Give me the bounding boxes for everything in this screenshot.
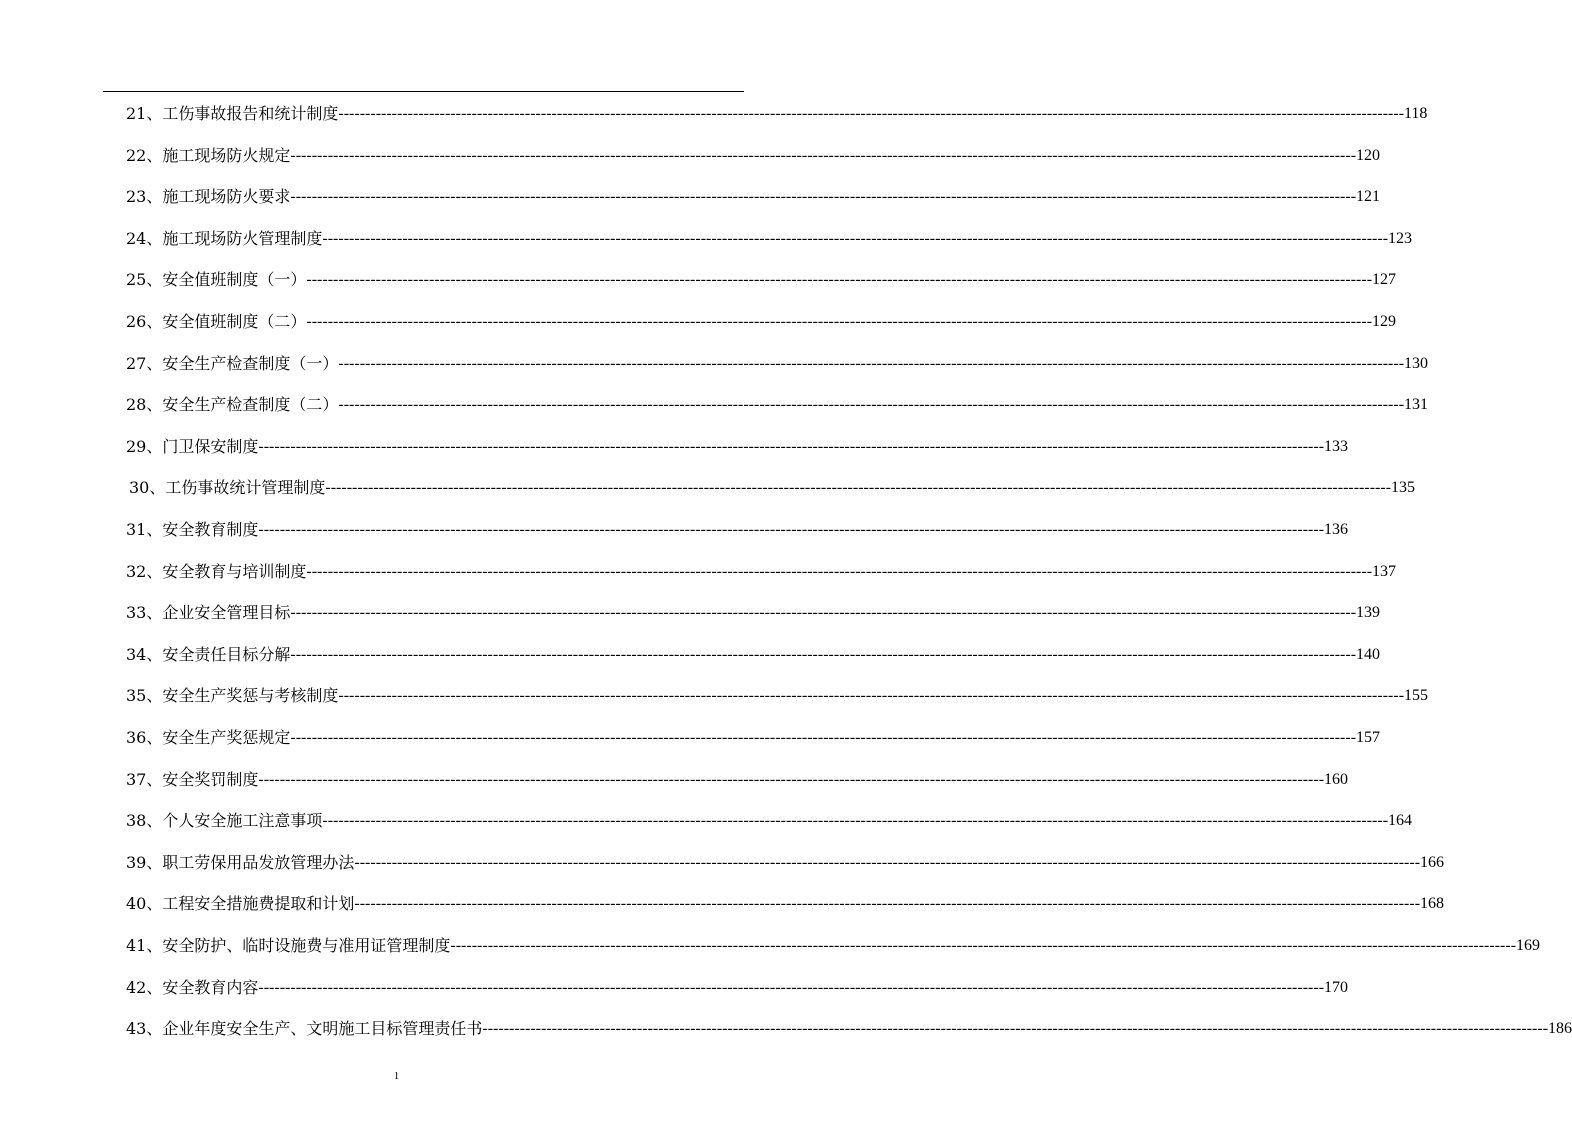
toc-entry-number: 41、 [126, 936, 163, 955]
toc-entry-page: 140 [1356, 645, 1381, 663]
toc-entry-title: 安全防护、临时设施费与准用证管理制度 [162, 936, 451, 955]
toc-entry[interactable] [126, 973, 1349, 1003]
toc-entry-title: 门卫保安制度 [162, 436, 259, 456]
toc-entry-number: 29、 [126, 436, 163, 456]
toc-dot-leader: -------------------------------------------------------------------------------------------------------------------------------------------------------------------------------------------------------- [258, 437, 1325, 455]
toc-entry[interactable] [126, 806, 1413, 836]
toc-dot-leader: -------------------------------------------------------------------------------------------------------------------------------------------------------------------------------------------------------- [322, 812, 1389, 830]
toc-entry[interactable] [126, 390, 1429, 420]
toc-entry-number: 22、 [126, 145, 163, 165]
toc-entry-title: 安全奖罚制度 [162, 769, 259, 789]
toc-entry[interactable] [126, 182, 1381, 212]
toc-entry-number: 36、 [126, 728, 163, 747]
toc-dot-leader: -------------------------------------------------------------------------------------------------------------------------------------------------------------------------------------------------------- [258, 521, 1325, 538]
toc-entry-page: 137 [1372, 562, 1397, 580]
toc-dot-leader: -------------------------------------------------------------------------------------------------------------------------------------------------------------------------------------------------------- [258, 978, 1325, 996]
toc-dot-leader: -------------------------------------------------------------------------------------------------------------------------------------------------------------------------------------------------------- [290, 146, 1357, 164]
toc-entry-page: 136 [1324, 521, 1349, 538]
toc-entry-number: 37、 [126, 769, 163, 789]
toc-dot-leader: -------------------------------------------------------------------------------------------------------------------------------------------------------------------------------------------------------- [306, 271, 1373, 289]
toc-entry[interactable] [126, 349, 1429, 379]
toc-entry[interactable] [126, 765, 1349, 795]
toc-entry-number: 30、 [129, 478, 166, 498]
toc-dot-leader: -------------------------------------------------------------------------------------------------------------------------------------------------------------------------------------------------------- [290, 604, 1357, 622]
toc-entry-title: 企业安全管理目标 [162, 603, 291, 623]
toc-entry-page: 123 [1388, 229, 1413, 247]
toc-entry[interactable] [126, 265, 1397, 295]
toc-dot-leader: -------------------------------------------------------------------------------------------------------------------------------------------------------------------------------------------------------- [450, 937, 1517, 954]
toc-entry-page: 166 [1420, 853, 1445, 871]
toc-entry[interactable] [126, 598, 1381, 628]
toc-entry[interactable] [126, 931, 1541, 961]
toc-entry-title: 工伤事故报告和统计制度 [162, 104, 339, 123]
toc-entry-title: 施工现场防火要求 [162, 187, 291, 207]
toc-dot-leader: -------------------------------------------------------------------------------------------------------------------------------------------------------------------------------------------------------- [290, 729, 1357, 746]
toc-dot-leader: -------------------------------------------------------------------------------------------------------------------------------------------------------------------------------------------------------- [322, 229, 1389, 247]
toc-entry-title: 安全教育与培训制度 [162, 561, 307, 581]
toc-entry-page: 139 [1356, 604, 1381, 622]
toc-entry-page: 170 [1324, 978, 1349, 996]
toc-dot-leader: -------------------------------------------------------------------------------------------------------------------------------------------------------------------------------------------------------- [258, 770, 1325, 788]
toc-entry-page: 169 [1516, 937, 1541, 954]
toc-entry-title: 安全生产检查制度（二） [162, 395, 339, 415]
toc-entry-page: 135 [1391, 479, 1416, 497]
toc-entry-title: 安全生产奖惩规定 [162, 728, 291, 747]
toc-entry[interactable] [126, 723, 1381, 753]
toc-entry-title: 安全生产奖惩与考核制度 [162, 686, 339, 706]
toc-entry-page: 120 [1356, 146, 1381, 164]
toc-entry-page: 131 [1404, 396, 1429, 414]
toc-entry-title: 工伤事故统计管理制度 [165, 478, 326, 498]
header-rule [103, 91, 744, 92]
toc-entry[interactable] [126, 432, 1349, 462]
toc-entry-number: 43、 [126, 1019, 163, 1039]
toc-entry-page: 118 [1404, 105, 1428, 122]
toc-entry[interactable] [126, 307, 1397, 337]
toc-entry-title: 工程安全措施费提取和计划 [162, 894, 355, 914]
toc-dot-leader: -------------------------------------------------------------------------------------------------------------------------------------------------------------------------------------------------------- [338, 687, 1405, 705]
toc-entry-title: 安全值班制度（二） [162, 312, 307, 331]
toc-entry-title: 安全值班制度（一） [162, 270, 307, 290]
toc-entry-number: 38、 [126, 811, 163, 831]
toc-dot-leader: -------------------------------------------------------------------------------------------------------------------------------------------------------------------------------------------------------- [354, 895, 1421, 913]
toc-entry-number: 42、 [126, 977, 163, 997]
toc-entry-number: 28、 [126, 395, 163, 415]
toc-dot-leader: -------------------------------------------------------------------------------------------------------------------------------------------------------------------------------------------------------- [306, 313, 1373, 330]
toc-entry[interactable] [129, 473, 1416, 503]
toc-entry-number: 23、 [126, 187, 163, 207]
toc-entry-number: 27、 [126, 353, 163, 373]
toc-entry-page: 155 [1404, 687, 1429, 705]
toc-dot-leader: -------------------------------------------------------------------------------------------------------------------------------------------------------------------------------------------------------- [354, 853, 1421, 871]
toc-entry-page: 168 [1420, 895, 1445, 913]
toc-dot-leader: -------------------------------------------------------------------------------------------------------------------------------------------------------------------------------------------------------- [338, 354, 1405, 372]
toc-entry-number: 35、 [126, 686, 163, 706]
page-number: 1 [393, 1070, 400, 1082]
toc-entry-title: 企业年度安全生产、文明施工目标管理责任书 [162, 1019, 483, 1039]
toc-entry[interactable] [126, 848, 1445, 878]
toc-entry[interactable] [126, 99, 1428, 129]
toc-entry-title: 职工劳保用品发放管理办法 [162, 852, 355, 872]
toc-dot-leader: -------------------------------------------------------------------------------------------------------------------------------------------------------------------------------------------------------- [338, 105, 1405, 122]
toc-entry-number: 24、 [126, 228, 163, 248]
toc-entry-title: 施工现场防火管理制度 [162, 228, 323, 248]
toc-entry-title: 安全责任目标分解 [162, 644, 291, 664]
toc-entry-number: 32、 [126, 561, 163, 581]
toc-entry-number: 39、 [126, 852, 163, 872]
toc-entry-page: 157 [1356, 729, 1381, 746]
toc-entry-title: 安全教育内容 [162, 977, 259, 997]
toc-entry-page: 127 [1372, 271, 1397, 289]
toc-entry[interactable] [126, 889, 1445, 919]
toc-entry-number: 26、 [126, 312, 163, 331]
toc-entry-number: 34、 [126, 644, 163, 664]
toc-entry-page: 160 [1324, 770, 1349, 788]
toc-entry-title: 安全教育制度 [162, 520, 259, 539]
toc-entry-page: 129 [1372, 313, 1397, 330]
toc-entry-number: 21、 [126, 104, 163, 123]
toc-dot-leader: -------------------------------------------------------------------------------------------------------------------------------------------------------------------------------------------------------- [306, 562, 1373, 580]
toc-entry[interactable] [126, 557, 1397, 587]
toc-entry-title: 施工现场防火规定 [162, 145, 291, 165]
toc-dot-leader: -------------------------------------------------------------------------------------------------------------------------------------------------------------------------------------------------------- [290, 645, 1357, 663]
toc-entry[interactable] [126, 141, 1381, 171]
toc-entry[interactable] [126, 224, 1413, 254]
toc-dot-leader: -------------------------------------------------------------------------------------------------------------------------------------------------------------------------------------------------------- [290, 188, 1357, 206]
toc-entry[interactable] [126, 640, 1381, 670]
toc-entry-title: 安全生产检查制度（一） [162, 353, 339, 373]
toc-entry-page: 130 [1404, 354, 1429, 372]
toc-entry-number: 33、 [126, 603, 163, 623]
toc-dot-leader: -------------------------------------------------------------------------------------------------------------------------------------------------------------------------------------------------------- [325, 479, 1392, 497]
toc-dot-leader: -------------------------------------------------------------------------------------------------------------------------------------------------------------------------------------------------------- [338, 396, 1405, 414]
toc-entry-number: 40、 [126, 894, 163, 914]
toc-entry-page: 121 [1356, 188, 1381, 206]
toc-entry-page: 133 [1324, 437, 1349, 455]
toc-entry-number: 25、 [126, 270, 163, 290]
toc-entry-page: 164 [1388, 812, 1413, 830]
toc-entry[interactable] [126, 681, 1429, 711]
toc-entry[interactable] [126, 515, 1349, 545]
toc-entry-page: 186 [1548, 1020, 1572, 1038]
toc-entry[interactable] [126, 1014, 1572, 1044]
toc-dot-leader: -------------------------------------------------------------------------------------------------------------------------------------------------------------------------------------------------------- [482, 1020, 1549, 1038]
toc-entry-number: 31、 [126, 520, 163, 539]
toc-entry-title: 个人安全施工注意事项 [162, 811, 323, 831]
